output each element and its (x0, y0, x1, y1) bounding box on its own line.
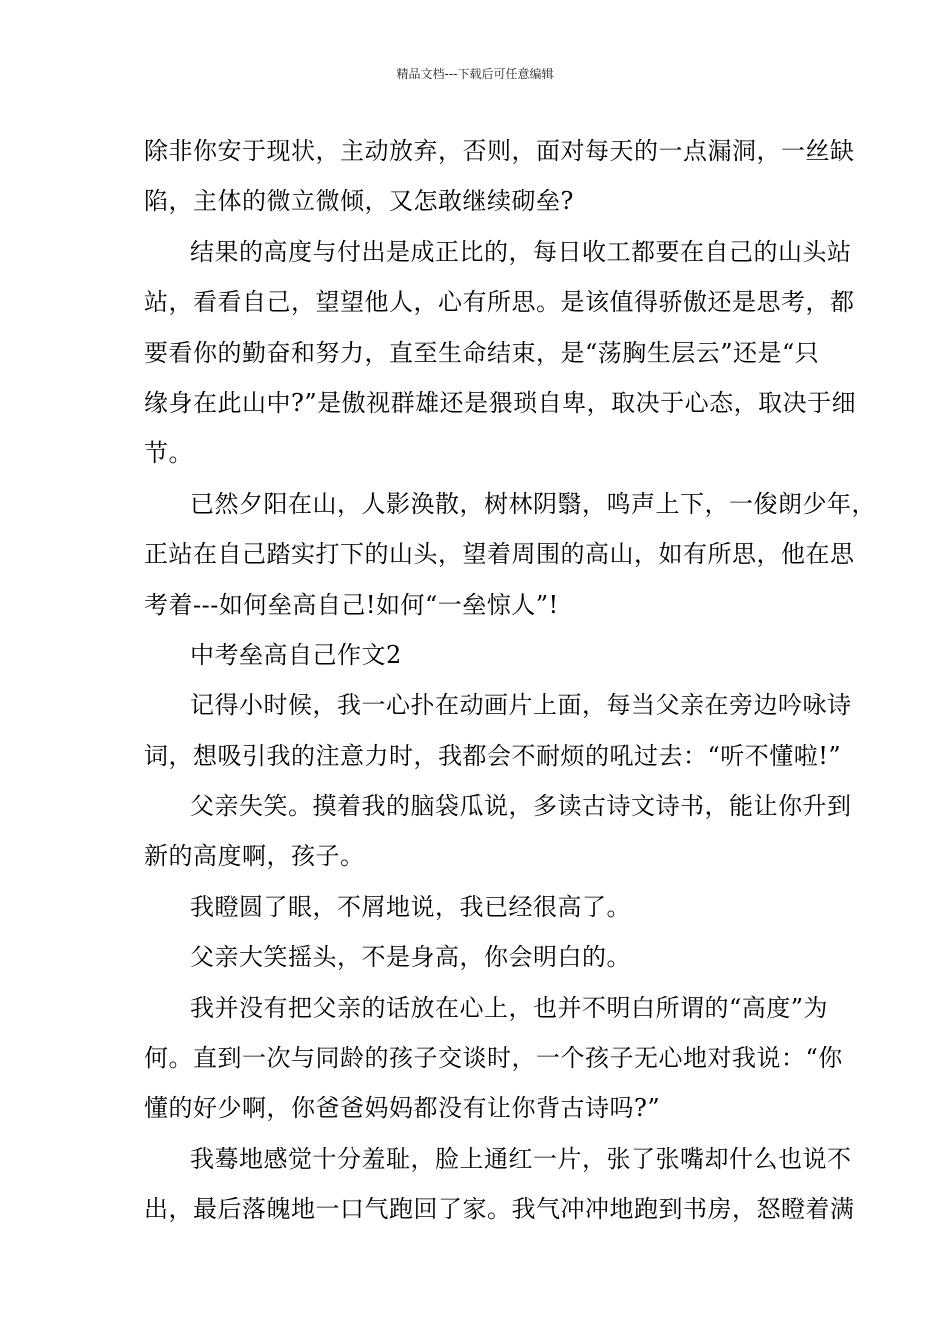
text-line: 节。 (144, 439, 193, 468)
text-line: 父亲大笑摇头，不是身高，你会明白的。 (190, 943, 631, 972)
text-line: 词，想吸引我的注意力时，我都会不耐烦的吼过去：“听不懂啦!” (144, 741, 842, 770)
text-line: 我并没有把父亲的话放在心上，也并不明白所谓的“高度”为 (190, 993, 829, 1022)
text-line: 要看你的勤奋和努力，直至生命结束，是“荡胸生层云”还是“只 (144, 338, 820, 367)
text-line: 父亲失笑。摸着我的脑袋瓜说，多读古诗文诗书，能让你升到 (190, 792, 852, 821)
text-line: 考着---如何垒高自己!如何“一垒惊人”! (144, 590, 559, 619)
text-line: 结果的高度与付出是成正比的，每日收工都要在自己的山头站 (190, 237, 852, 266)
text-line: 懂的好少啊，你爸爸妈妈都没有让你背古诗吗?” (144, 1094, 661, 1123)
text-line: 已然夕阳在山，人影涣散，树林阴翳，鸣声上下，一俊朗少年， (190, 489, 876, 518)
text-line: 正站在自己踏实打下的山头，望着周围的高山，如有所思，他在思 (144, 540, 855, 569)
text-line: 缘身在此山中?”是傲视群雄还是猥琐自卑，取决于心态，取决于细 (144, 388, 857, 417)
text-line: 何。直到一次与同龄的孩子交谈时，一个孩子无心地对我说：“你 (144, 1044, 843, 1073)
text-line: 陷，主体的微立微倾，又怎敢继续砌垒? (144, 187, 574, 216)
text-line: 记得小时候，我一心扑在动画片上面，每当父亲在旁边吟咏诗 (190, 691, 852, 720)
text-line: 我瞪圆了眼，不屑地说，我已经很高了。 (190, 892, 631, 921)
text-line: 除非你安于现状，主动放弃，否则，面对每天的一点漏洞，一丝缺 (144, 137, 855, 165)
text-line: 中考垒高自己作文2 (190, 640, 402, 669)
text-line: 站，看看自己，望望他人，心有所思。是该值得骄傲还是思考，都 (144, 288, 855, 317)
text-line: 我蓦地感觉十分羞耻，脸上通红一片，张了张嘴却什么也说不 (190, 1144, 852, 1173)
page-header: 精品文档---下载后可任意编辑 (396, 67, 554, 81)
text-line: 新的高度啊，孩子。 (144, 842, 365, 871)
document-body (144, 126, 876, 1235)
text-line: 出，最后落魄地一口气跑回了家。我气冲冲地跑到书房，怒瞪着满 (144, 1195, 855, 1224)
